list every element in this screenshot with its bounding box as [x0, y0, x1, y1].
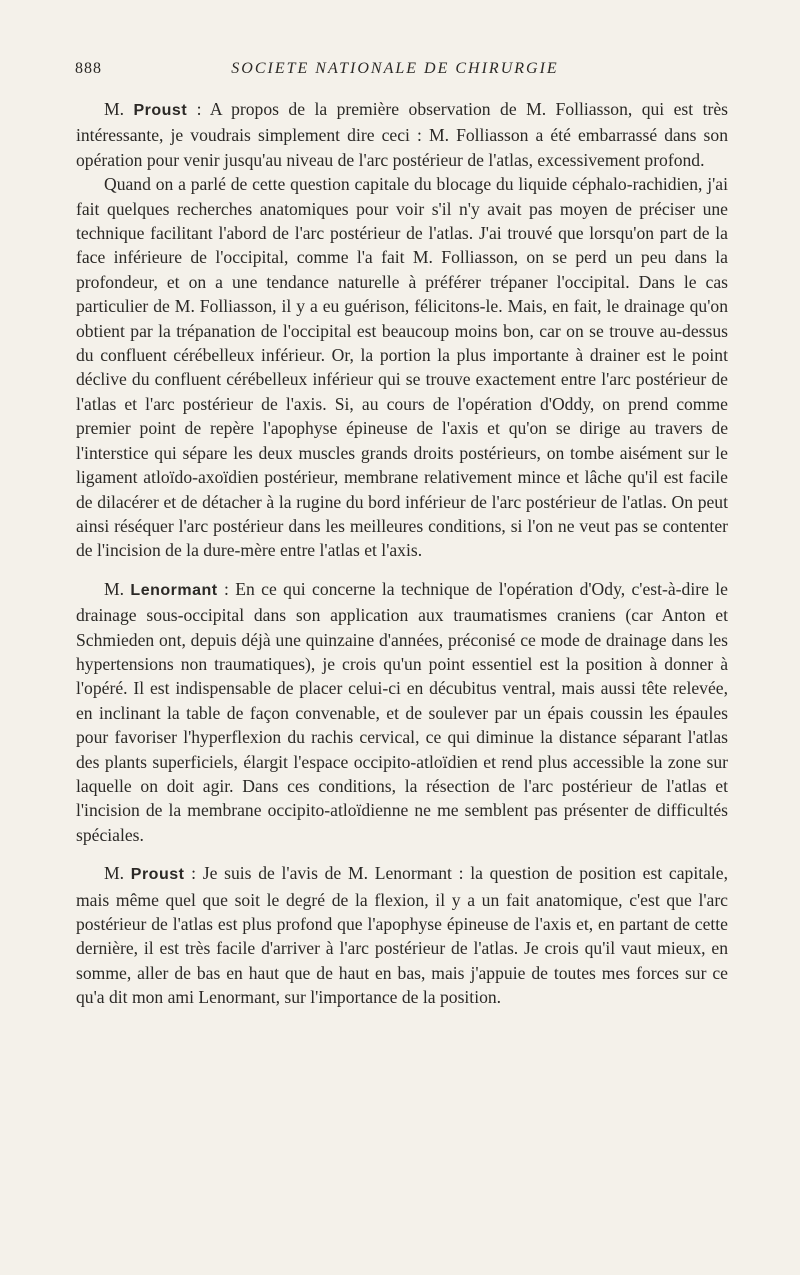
page-number: 888	[75, 60, 102, 77]
paragraph-text: : A propos de la première observation de M. Folliasson, qui est très intéressante, je voudrais simplement dire ceci : M. Folliasson a été embarrassé dans son opération pour venir jusqu'au niveau de l'arc postérieur de l'atlas, excessivement profond.	[76, 99, 728, 170]
speaker-prefix: M.	[104, 99, 134, 119]
paragraph-text: Quand on a parlé de cette question capitale du blocage du liquide céphalo-rachidien, j'ai fait quelques recherches anatomiques pour voir s'il n'y avait pas moyen de préciser une technique facilitant l'abord de l'arc postérieur de l'atlas. J'ai trouvé que lorsqu'on part de la face inférieure de l'occipital, comme l'a fait M. Folliasson, on se perd un peu dans la profondeur, et on a une tendance naturelle à préférer trépaner l'occipital. Dans le cas particulier de M. Folliasson, il y a eu guérison, félicitons-le. Mais, en fait, le drainage qu'on obtient par la trépanation de l'occipital est beaucoup moins bon, car on se trouve au-dessus du confluent cérébelleux inférieur. Or, la portion la plus importante à drainer est le point déclive du confluent cérébelleux inférieur qui se trouve exactement entre l'arc postérieur de l'atlas et l'arc postérieur de l'axis. Si, au cours de l'opération d'Oddy, on prend comme premier point de repère l'apophyse épineuse de l'axis et qu'on se dirige au travers de l'interstice qui sépare les deux muscles grands droits postérieurs, on tombe aisément sur le ligament atloïdo-axoïdien postérieur, membrane relativement mince et lâche qu'il est facile de dilacérer et de détacher à la rugine du bord inférieur de l'arc postérieur de l'atlas. On peut ainsi réséquer l'arc postérieur dans les meilleures conditions, si l'on ne veut pas se contenter de l'incision de la dure-mère entre l'atlas et l'axis.	[76, 174, 728, 561]
paragraph-text: : Je suis de l'avis de M. Lenormant : la question de position est capitale, mais même quel que soit le degré de la flexion, il y a un fait anatomique, c'est que l'arc postérieur de l'atlas est plus profond que l'apophyse épineuse de l'axis et, en partant de cette dernière, il est très facile d'arriver à l'arc postérieur de l'atlas. Je crois qu'il vaut mieux, en somme, aller de bas en haut que de haut en bas, mais j'appuie de toutes mes forces sur ce qu'a dit mon ami Lenormant, sur l'importance de la position.	[76, 863, 728, 1008]
speaker-name: Proust	[130, 866, 185, 884]
speaker-prefix: M.	[104, 578, 131, 599]
paragraph-lenormant	[76, 577, 728, 847]
paragraph-proust-2	[76, 172, 728, 563]
paragraph-text: : En ce qui concerne la technique de l'opération d'Ody, c'est-à-dire le drainage sous-occipital dans son application aux traumatismes craniens (car Anton et Schmieden ont, depuis déjà une quinzaine d'années, préconisé ce mode de drainage dans les hypertensions non traumatiques), je crois qu'un point essentiel est la position à donner à l'opéré. Il est indispensable de placer celui-ci en décubitus ventral, mais aussi tête relevée, en inclinant la table de façon convenable, et de soulever par un épais coussin les épaules pour favoriser l'hyperflexion du rachis cervical, ce qui diminue la distance séparant l'atlas des plants superficiels, élargit l'espace occipito-atloïdien et rend plus accessible la zone sur laquelle on doit agir. Dans ces conditions, la résection de l'arc postérieur de l'atlas et l'incision de la membrane occipito-atloïdienne ne me semblent pas présenter de difficultés spéciales.	[76, 578, 728, 845]
article-body	[76, 97, 728, 1010]
running-title: SOCIETE NATIONALE DE CHIRURGIE	[231, 60, 559, 77]
speaker-name: Lenormant	[130, 581, 218, 599]
paragraph-proust-3	[76, 861, 728, 1009]
speaker-name: Proust	[133, 102, 188, 119]
running-header	[75, 60, 728, 90]
speaker-prefix: M.	[104, 863, 131, 884]
paragraph-proust-1	[76, 97, 728, 172]
